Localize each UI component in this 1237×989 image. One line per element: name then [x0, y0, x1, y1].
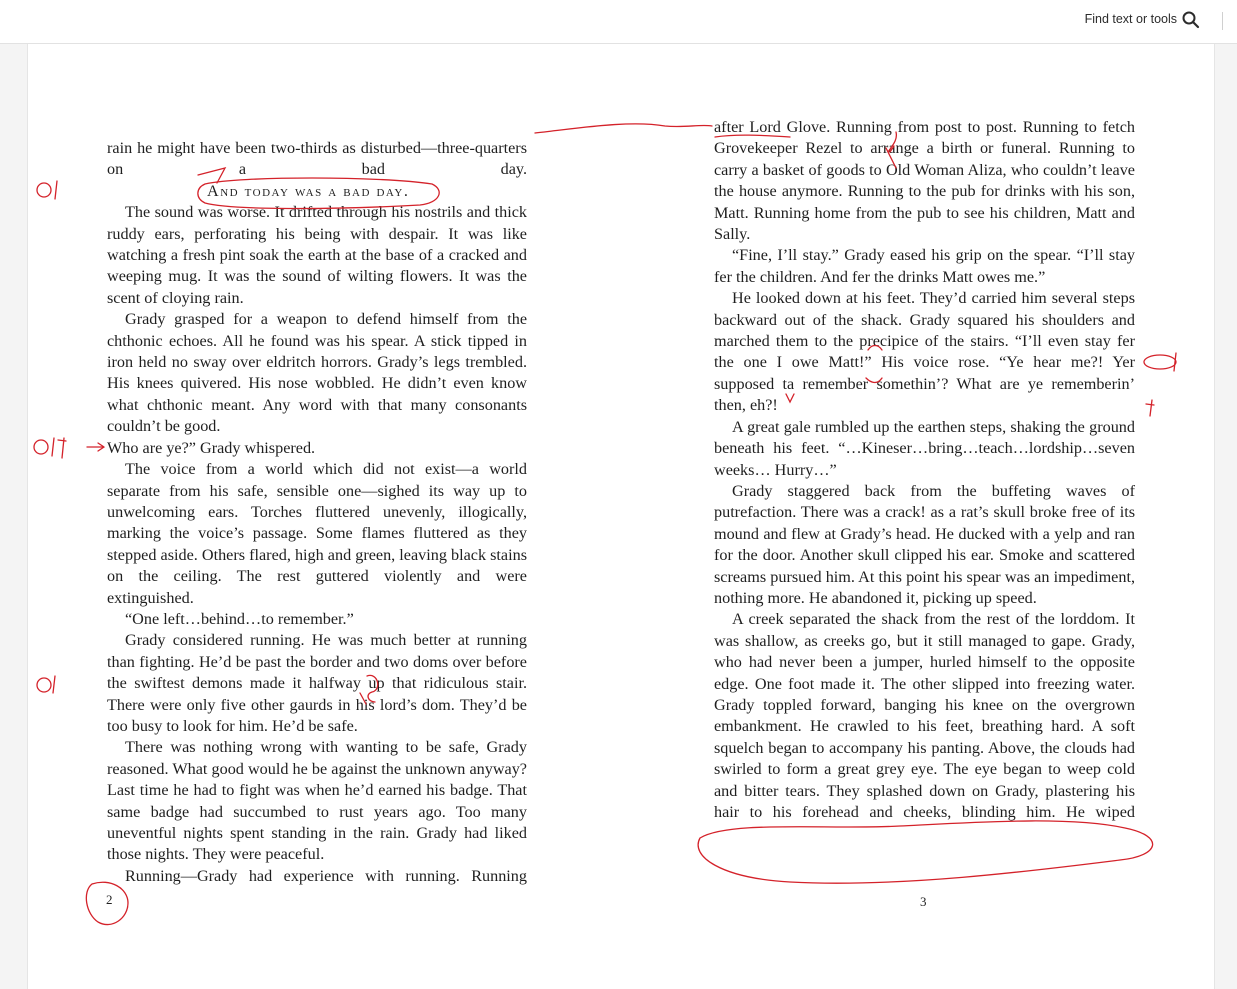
paragraph: A great gale rumbled up the earthen steps, shaking the ground beneath his feet. “…Kineser…bring…teach…lordship…seven weeks… Hurry…”	[714, 417, 1135, 479]
toolbar	[0, 0, 1237, 44]
search-icon[interactable]	[1181, 10, 1201, 30]
page-number: 3	[920, 894, 927, 909]
paragraph-small-caps: And today was a bad day.	[207, 181, 410, 200]
paragraph: Running—Grady had experience with running. Running	[125, 866, 527, 885]
paragraph: He looked down at his feet. They’d carried him several steps backward out of the shack. Grady squared his shoulders and marched them to the precipice of the stairs. “I’ll even stay fer the one I owe Matt!” His voice rose. “Ye hear me?! Yer supposed ta remember somethin’? What are ye rememberin’ then, eh?!	[714, 289, 1135, 415]
paragraph: A creek separated the shack from the rest of the lorddom. It was shallow, as creeks go, but it still managed to gape. Grady, who had never been a jumper, hurled himself to the opposite edge. One foot made it. The other slipped into freezing water. Grady toppled forward, banging his knee on the overgrown embankment. He crawled to his feet, breathing hard. A soft squelch began to accompany his panting. Above, the clouds had swirled to form a great grey eye. The eye began to weep cold and bitter tears. They splashed down on Grady, plastering his hair to his forehead and cheeks, blinding him. He wiped	[714, 610, 1135, 821]
find-text-or-tools-label[interactable]: Find text or tools	[1084, 12, 1177, 26]
paragraph: rain he might have been two-thirds as disturbed—three-quarters on a bad day.	[107, 139, 527, 179]
page-number: 2	[106, 892, 113, 907]
left-page-text	[107, 138, 527, 887]
paragraph: The sound was worse. It drifted through his nostrils and thick ruddy ears, perforating his being with despair. It was like watching a fresh pint soak the earth at the base of a cracked and weeping mug. It was the sound of wilting flowers. It was the scent of cloying rain.	[107, 203, 527, 307]
paragraph: Grady considered running. He was much better at running than fighting. He’d be past the border and two doms over before the swiftest demons made it halfway up that ridiculous stair. There were only five other gaurds in his lord’s dom. They’d be too busy to look for him. He’d be safe.	[107, 631, 527, 735]
paragraph: Grady grasped for a weapon to defend himself from the chthonic echoes. All he found was his spear. A stick tipped in iron held no sway over eldritch horrors. Grady’s legs trembled. His knees quivered. His nose wobbled. He didn’t even know what chthonic meant. Any word with that many consonants couldn’t be good.	[107, 310, 527, 436]
toolbar-divider	[1222, 12, 1223, 30]
paragraph: The voice from a world which did not exist—a world separate from his safe, sensible one—sighed its way up to unwelcoming ears. Torches fluttered unevenly, illogically, marking the voice’s passage. Some flames fluttered as they stepped aside. Others flared, high and green, leaving black stains on the ceiling. The rest guttered violently and were extinguished.	[107, 460, 527, 607]
paragraph: Grady staggered back from the buffeting waves of putrefaction. There was a crack! as a rat’s skull broke free of its mound and flew at Grady’s head. He ducked with a yelp and ran for the door. Another skull clipped his ear. Smoke and scattered screams pursued him. At this point his spear was an impediment, nothing more. He abandoned it, picking up speed.	[714, 481, 1135, 607]
paragraph: Who are ye?” Grady whispered.	[107, 438, 316, 457]
paragraph: after Lord Glove. Running from post to post. Running to fetch Grovekeeper Rezel to arrange a birth or funeral. Running to carry a basket of goods to Old Woman Aliza, who couldn’t leave the house anymore. Running to the pub for drinks with his son, Matt. Running home from the pub to see his children, Matt and Sally.	[714, 118, 1135, 244]
paragraph: There was nothing wrong with wanting to be safe, Grady reasoned. What good would he be against the unknown anyway? Last time he had to fight was when he’d earned his badge. That same badge had succumbed to rust years ago. Too many uneventful nights spent standing in the rain. Grady had liked those nights. They were peaceful.	[107, 738, 527, 864]
paragraph: “One left…behind…to remember.”	[125, 609, 354, 628]
paragraph: “Fine, I’ll stay.” Grady eased his grip on the spear. “I’ll stay fer the children. And fer the drinks Matt owes me.”	[714, 246, 1135, 286]
right-page-text	[714, 117, 1135, 823]
